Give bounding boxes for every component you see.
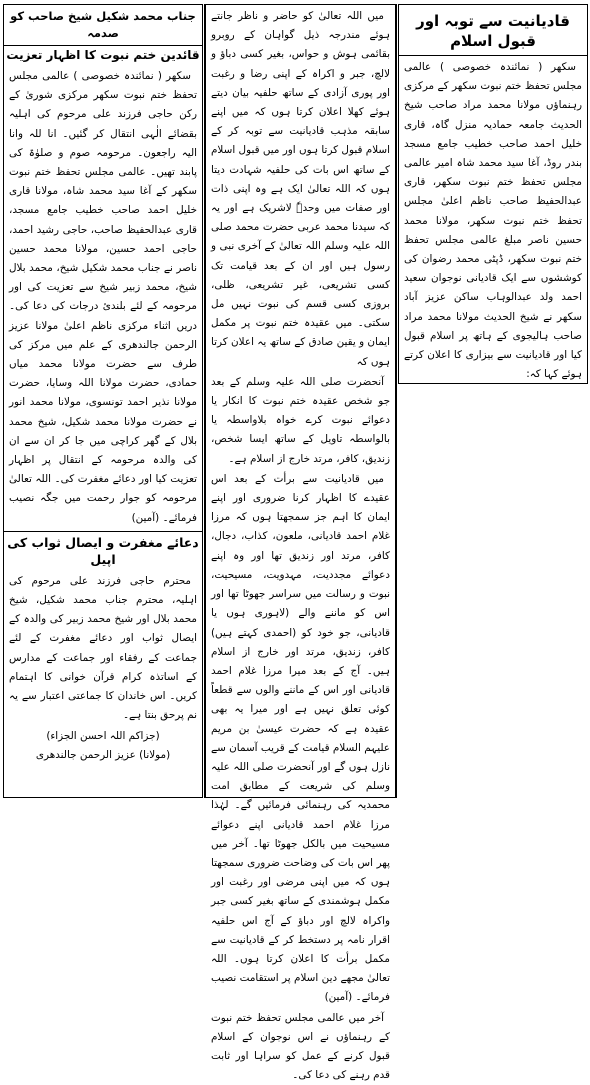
article-subheadline: قائدین ختم نبوت کا اظہار تعزیت	[6, 48, 200, 62]
article-paragraph: میں اللہ تعالیٰ کو حاضر و ناظر جانتے ہوئے مندرجہ ذیل گواہان کے روبرو بقائمی ہوش و حواس، بغیر کسی دباؤ و لالچ، جبر و اکراہ کے اپنی رضا و رغبت اور پوری آزادی کے ساتھ حلفیہ بیان دیتے ہوئے کھلا اعلان کرتا ہوں کہ میں اپنے سابقہ مذہب قادیانیت سے توبہ کر کے اسلام قبول کرتا ہوں اور میں قبول اسلام کے ساتھ اس بات کی حلفیہ شہادت دیتا ہوں کہ اللہ تعالیٰ ایک ہے وہ اپنی ذات اور صفات میں وحدہٗ لاشریک ہے اور یہ کہ سیدنا محمد عربی حضرت محمد صلی اللہ علیہ وسلم اللہ تعالیٰ کے آخری نبی و رسول ہیں اور ان کے بعد قیامت تک کسی تشریعی، غیر تشریعی، ظلی، بروزی کسی قسم کی نبوت نہیں مل سکتی۔ میں عقیدہ ختم نبوت پر مکمل ایمان و یقین صادق کے ساتھ یہ اعلان کرتا ہوں کہ	[211, 10, 390, 368]
article-paragraph: آنحضرت صلی اللہ علیہ وسلم کے بعد جو شخص عقیدہ ختم نبوت کا انکار یا دعوائے نبوت کرے خواہ بلاواسطہ یا بالواسطہ تاویل کے ساتھ ایسا شخص، زندیق، کافر، مرتد خارج از اسلام ہے۔	[211, 375, 390, 465]
appeal-body	[4, 570, 202, 726]
article-paragraph: سکھر ( نمائندہ خصوصی ) عالمی مجلس تحفظ ختم نبوت سکھر مرکزی شوریٰ کے رکن حاجی فرزند علی مرحوم کی اہلیہ بقضائے الٰہی انتقال کر گئیں۔ انا للہ وانا الیہ راجعون۔ مرحومہ صوم و صلوٰۃ کی پابند تھیں۔ عالمی مجلس تحفظ ختم نبوت سکھر کے آغا سید محمد شاہ، مولانا قاری خلیل احمد صاحب خطیب جامع مسجد، قاری عبدالحفیظ صاحب، حاجی رشید احمد، حاجی احمد حسین، مولانا محمد حسین ناصر نے جناب محمد شکیل شیخ، محمد بلال شیخ، محمد زبیر شیخ سے تعزیت کی اور مرحومہ کے لئے بلندیٔ درجات کی دعا کی۔ دریں اثناء مرکزی ناظم اعلیٰ مولانا عزیز الرحمن جالندھری کے علم میں مرکز کی طرف سے حضرت مولانا محمد میاں حمادی، حضرت مولانا اللہ وسایا، حضرت مولانا نذیر احمد تونسوی، مولانا محمد انور نے حضرت مولانا محمد شکیل، شیخ محمد بلال کے گھر کراچی میں جا کر ان سے ان کی والدہ مرحومہ کے انتقال پر اظہار تعزیت کیا اور دعائے مغفرت کی۔ اللہ تعالیٰ مرحومہ کو جوار رحمت میں جگہ نصیب فرمائے۔ (آمین)	[9, 70, 197, 524]
appeal-headline: دعائے مغفرت و ایصال ثواب کی اپیل	[7, 534, 199, 567]
article-paragraph: سکھر ( نمائندہ خصوصی ) عالمی مجلس تحفظ ختم نبوت سکھر کے مرکزی رہنماؤں مولانا محمد مراد صاحب شیخ الحدیث جامعہ حمادیہ منزل گاہ، قاری خلیل احمد صاحب خطیب جامع مسجد بندر روڈ، آغا سید محمد شاہ امیر عالمی مجلس تحفظ ختم نبوت سکھر، قاری عبدالحفیظ صاحب ناظم اعلیٰ مجلس تحفظ ختم نبوت سکھر، مولانا محمد حسین ناصر مبلغ عالمی مجلس تحفظ ختم نبوت سکھر، ڈپٹی محمد رضوان کی کوششوں سے ایک قادیانی نوجوان سعید احمد ولد عبدالوہاب ساکن عزیز آباد سکھر نے شیخ الحدیث مولانا محمد مراد صاحب ہالیجوی کے ہاتھ پر اسلام قبول کیا اور قادیانیت سے بیزاری کا اعلان کرتے ہوئے کہا کہ:	[404, 61, 582, 381]
appeal-section	[4, 531, 202, 765]
article-body	[4, 65, 202, 528]
article-continuation	[204, 4, 397, 1082]
article-qadianiyat-tauba	[398, 4, 588, 384]
article-body	[206, 5, 395, 1085]
article-body	[399, 56, 587, 384]
article-headline: قادیانیت سے توبہ اور قبول اسلام	[399, 5, 587, 56]
appeal-paragraph: محترم حاجی فرزند علی مرحوم کی اہلیہ، محترم جناب محمد شکیل، شیخ محمد بلال اور شیخ محمد زبیر کی والدہ کے ایصال ثواب اور دعائے مغفرت کے لئے جماعت کے رفقاء اور جماعت کے مدارس کے اساتذہ کرام قرآن خوانی کا اہتمام کریں۔ اس خاندان کا جماعتی اعتبار سے یہ نم پرحق بنتا ہے۔	[9, 574, 197, 722]
appeal-dua: (جزاکم اللہ احسن الجزاء)	[46, 729, 160, 742]
article-headline: جناب محمد شکیل شیخ صاحب کو صدمہ	[4, 5, 202, 46]
article-paragraph: میں قادیانیت سے برأت کے بعد اس عقیدے کا اظہار کرنا ضروری اور اپنے ایمان کا اہم جز سمجھتا ہوں کہ مرزا غلام احمد قادیانی، ملعون، کذاب، دجال، کافر، مرتد اور زندیق تھا اور وہ اپنے دعوائے مجددیت، مہدویت، مسیحیت، نبوت و رسالت میں سراسر جھوٹا تھا اور اس کو ماننے والے (لاہوری ہوں یا قادیانی، جو خود کو (احمدی کہتے ہیں) کافر، زندیق، مرتد اور خارج از اسلام ہیں۔ آج کے بعد میرا مرزا غلام احمد قادیانی اور اس کے ماننے والوں سے قطعاً کوئی تعلق نہیں ہے اور میرا یہ بھی عقیدہ ہے کہ حضرت عیسیٰ بن مریم علیہم السلام قیامت کے قریب آسمان سے نازل ہوں گے اور آنحضرت صلی اللہ علیہ وسلم کی شریعت کے مطابق امت محمدیہ کی رہنمائی فرمائیں گے۔ لہٰذا مرزا غلام احمد قادیانی اپنے دعوائے مسیحیت میں بالکل جھوٹا تھا۔ آخر میں پھر اس بات کی وضاحت ضروری سمجھتا ہوں کہ میں اپنی مرضی اور رغبت اور مکمل ہوشمندی کے ساتھ بغیر کسی جبر واکراہ لالچ اور دباؤ کے آج اس حلفیہ اقرار نامہ پر دستخط کر کے قادیانیت سے مکمل برأت کا اعلان کرتا ہوں۔ اللہ تعالیٰ مجھے دین اسلام پر استقامت نصیب فرمائے۔ (آمین)	[211, 472, 390, 1004]
article-condolence	[3, 4, 203, 798]
appeal-signature: (مولانا) عزیز الرحمن جالندھری	[35, 748, 171, 761]
article-paragraph: آخر میں عالمی مجلس تحفظ ختم نبوت کے رہنماؤں نے اس نوجوان کے اسلام قبول کرنے کے عمل کو سراہا اور ثابت قدم رہنے کی دعا کی۔	[211, 1011, 390, 1082]
